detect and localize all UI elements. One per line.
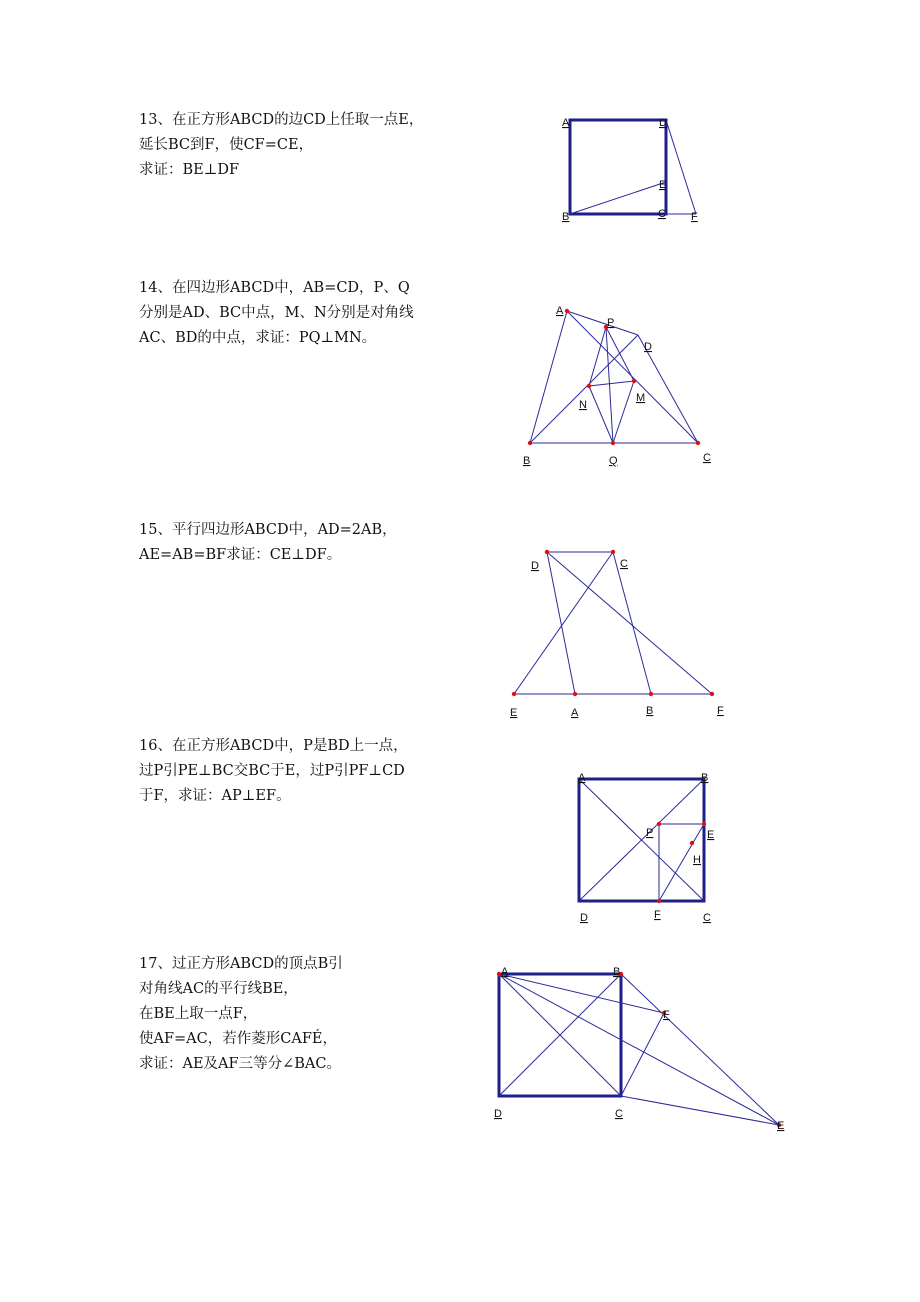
point-label: C	[703, 452, 711, 464]
point-label: B	[613, 966, 621, 978]
point-label: B	[701, 772, 709, 784]
problem-line: 14、在四边形ABCD中，AB=CD，P、Q	[139, 280, 410, 296]
point-label: A	[556, 305, 564, 317]
point-label: C	[620, 558, 628, 570]
point-label: A	[562, 117, 570, 129]
point-label: E	[659, 179, 667, 191]
problem-line: 延长BC到F，使CF=CE，	[139, 137, 314, 153]
point-label: B	[523, 455, 531, 467]
point-label: E	[707, 829, 715, 841]
point-label: C	[615, 1108, 623, 1120]
problem-line: AE=AB=BF求证：CE⊥DF。	[139, 547, 342, 563]
point-label: A	[501, 966, 509, 978]
point-label: B	[562, 211, 570, 223]
point-label: P	[646, 827, 654, 839]
point-label: M	[636, 392, 646, 404]
problem-line: 过P引PE⊥BC交BC于E，过P引PF⊥CD	[139, 763, 405, 779]
problem-line: AC、BD的中点，求证：PQ⊥MN。	[139, 330, 377, 346]
problem-line: 对角线AC的平行线BE，	[139, 981, 298, 997]
problem-line: 使AF=AC，若作菱形CAFÉ，	[139, 1031, 337, 1047]
point-label: N	[579, 399, 587, 411]
point-label: F	[654, 909, 661, 921]
point-label: C	[658, 208, 666, 220]
point-label: P	[607, 317, 615, 329]
point-label: H	[693, 854, 701, 866]
point-label: F	[717, 705, 724, 717]
point-label: B	[646, 705, 654, 717]
point-label: D	[580, 912, 588, 924]
problem-line: 13、在正方形ABCD的边CD上任取一点E，	[139, 112, 424, 128]
point-label: C	[703, 912, 711, 924]
point-label: E	[777, 1120, 785, 1132]
problem-line: 求证：AE及AF三等分∠BAC。	[139, 1056, 341, 1072]
problem-line: 15、平行四边形ABCD中，AD=2AB，	[139, 522, 397, 538]
point-label: D	[531, 560, 539, 572]
problem-line: 分别是AD、BC中点，M、N分别是对角线	[139, 305, 414, 321]
point-label: F	[691, 211, 698, 223]
point-label: A	[578, 772, 586, 784]
inner-lines	[499, 974, 779, 1125]
problem-line: 16、在正方形ABCD中，P是BD上一点，	[139, 738, 408, 754]
point-label: F	[663, 1009, 670, 1021]
point-label: D	[659, 117, 667, 129]
point-label: E	[510, 707, 518, 719]
problem-line: 17、过正方形ABCD的顶点B引	[139, 956, 343, 972]
point-label: A	[571, 707, 579, 719]
problem-line: 于F，求证：AP⊥EF。	[139, 788, 291, 804]
point-label: Q	[609, 455, 618, 467]
problem-line: 在BE上取一点F，	[139, 1006, 258, 1022]
problem-line: 求证：BE⊥DF	[139, 162, 240, 178]
point-label: D	[644, 341, 652, 353]
point-label: D	[494, 1108, 502, 1120]
